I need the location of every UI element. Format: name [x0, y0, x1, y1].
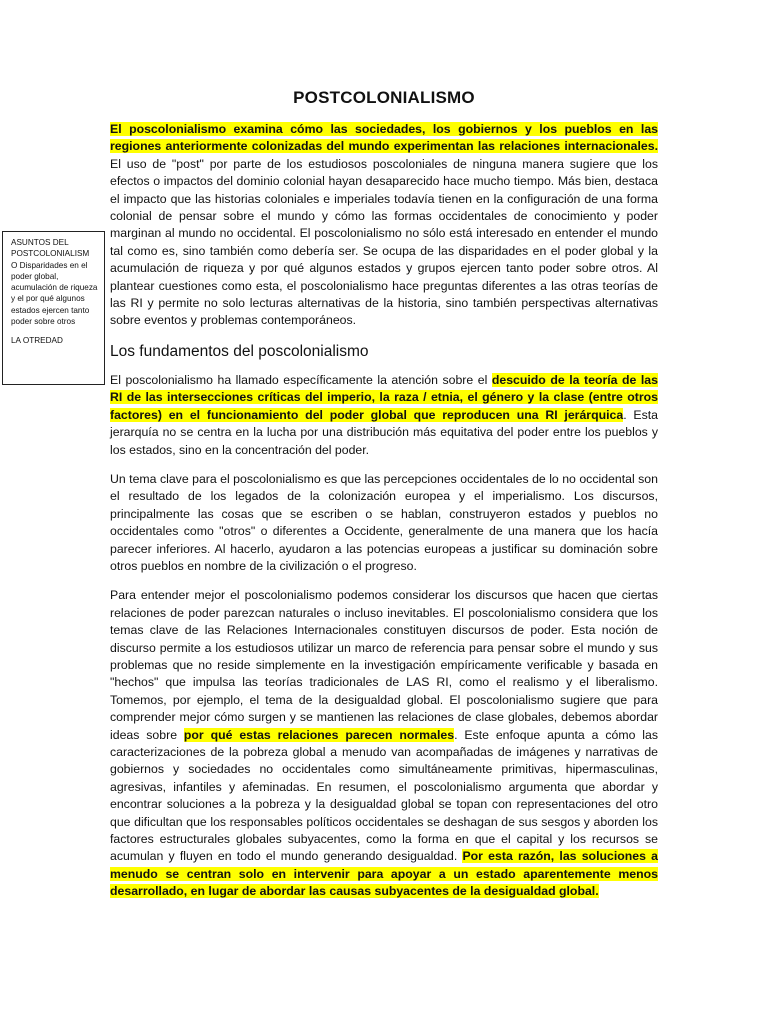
highlight-descuido: descuido de la teoría de las RI de las intersecciones críticas del imperio, la raza / etnia, el género y la clase (entre otros factores) en el funcionamiento del poder global que reproducen una RI jerárquica	[110, 372, 658, 422]
margin-note-box	[2, 231, 105, 385]
document-body	[110, 121, 658, 913]
highlight-intro: El poscolonialismo examina cómo las sociedades, los gobiernos y los pueblos en las regiones anteriormente colonizadas del mundo experimentan las relaciones internacionales.	[110, 122, 658, 154]
paragraph-intro-text: El uso de "post" por parte de los estudiosos poscoloniales de ninguna manera sugiere que los efectos o impactos del dominio colonial hayan desaparecido hace mucho tiempo. Más bien, destaca el impacto que las historias coloniales e imperiales todavía tienen en la configuración de una forma colonial de pensar sobre el mundo y cómo las formas occidentales de conocimiento y poder marginan al mundo no occidental. El poscolonialismo no sólo está interesado en entender el mundo tal como es, sino también como debería ser. Se ocupa de las disparidades en el poder global y la acumulación de riqueza y por qué algunos estados y grupos ejercen tanto poder sobre otros. Al plantear cuestiones como esta, el poscolonialismo hace preguntas diferentes a las otras teorías de las RI y permite no solo lecturas alternativas de la historia, sino también perspectivas alternativas sobre eventos y problemas contemporáneos.	[110, 156, 658, 328]
paragraph-discursos-text-middle: . Este enfoque apunta a cómo las caracterizaciones de la pobreza global a menudo van acompañadas de imágenes y narrativas de gobiernos y sociedades no occidentales como simultáneamente primitivas, hipermasculinas, agresivas, infantiles y afeminadas. En resumen, el poscolonialismo argumenta que abordar y encontrar soluciones a la pobreza y la desigualdad global se topan con representaciones del otro que dificultan que los responsables políticos occidentales se deshagan de sus sesgos y aborden los factores estructurales globales subyacentes, como la forma en que el capital y los recursos se acumulan y fluyen en todo el mundo generando desigualdad.	[110, 727, 658, 864]
page-title: POSTCOLONIALISMO	[293, 88, 475, 107]
margin-note-spacer	[11, 327, 101, 335]
paragraph-fundamentos-text-after: . Esta jerarquía no se centra en la lucha por una distribución más equitativa del poder entre los pueblos y los estados, sino en la concentración del poder.	[110, 407, 658, 457]
highlight-por-esta-razon: Por esta razón, las soluciones a menudo se centran solo en intervenir para apoyar a un estado aparentemente menos desarrollado, en lugar de abordar las causas subyacentes de la desigualdad global.	[110, 849, 658, 899]
margin-note-item-disparities: O Disparidades en el poder global, acumulación de riqueza y el por qué algunos estados ejercen tanto poder sobre otros	[11, 260, 98, 327]
paragraph-fundamentos	[110, 372, 658, 459]
section-heading: Los fundamentos del poscolonialismo	[110, 342, 369, 360]
paragraph-intro	[110, 121, 658, 330]
paragraph-tema-clave: Un tema clave para el poscolonialismo es que las percepciones occidentales de lo no occidental son el resultado de los legados de la colonización europea y el imperialismo. Los discursos, principalmente las cosas que se escriben o se hablan, construyeron estados y pueblos no occidentales como "otros" o diferentes a Occidente, generalmente de una manera que los hacía parecer inferiores. Al hacerlo, ayudaron a las potencias europeas a justificar su dominación sobre otros pueblos en nombre de la civilización o el progreso.	[110, 471, 658, 573]
margin-note-heading-line2: POSTCOLONIALISM	[11, 249, 90, 259]
paragraph-fundamentos-text-before: El poscolonialismo ha llamado específicamente la atención sobre el	[110, 372, 492, 387]
margin-note-heading-line1: ASUNTOS DEL	[11, 238, 69, 247]
margin-note-item-otredad: LA OTREDAD	[11, 336, 63, 346]
paragraph-discursos-text-before: Para entender mejor el poscolonialismo podemos considerar los discursos que hacen que ciertas relaciones de poder parezcan naturales o incluso inevitables. El poscolonialismo considera que los temas clave de las Relaciones Internacionales constituyen discursos de poder. Esta noción de discurso permite a los estudiosos utilizar un marco de referencia para pensar sobre el mundo y sus problemas que no reside simplemente en la investigación empíricamente verificable y basada en "hechos" que impulsa las teorías tradicionales de LAS RI, como el realismo y el liberalismo. Tomemos, por ejemplo, el tema de la desigualdad global. El poscolonialismo sugiere que para comprender mejor cómo surgen y se mantienen las relaciones de clase globales, debemos abordar ideas sobre	[110, 588, 658, 742]
paragraph-discursos	[110, 587, 658, 900]
highlight-relaciones-normales: por qué estas relaciones parecen normales	[183, 727, 455, 742]
